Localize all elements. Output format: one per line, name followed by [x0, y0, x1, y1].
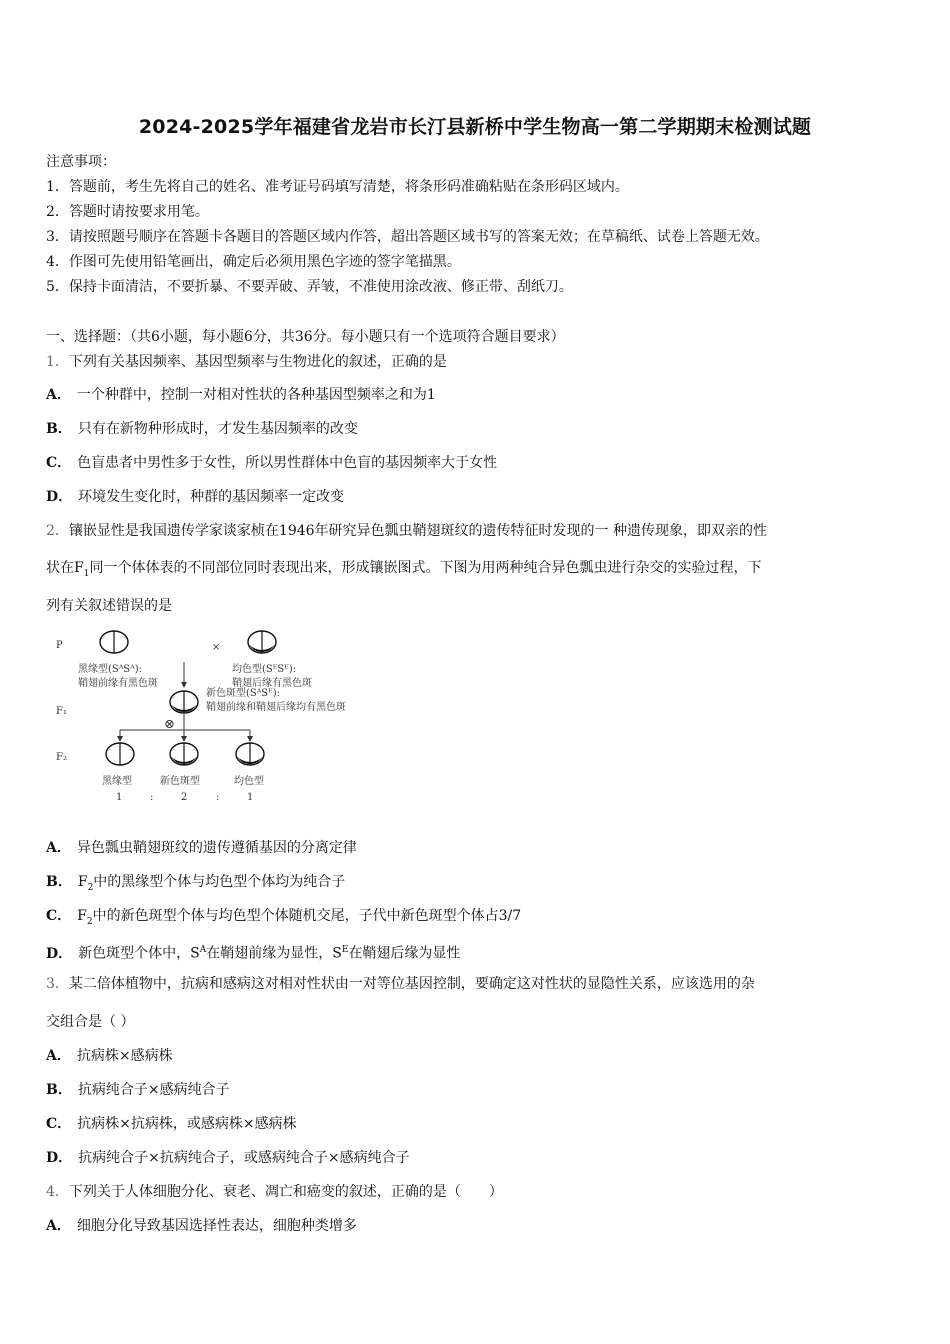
- q3-option-a[interactable]: [46, 1046, 173, 1066]
- ratio-value: 1: [116, 792, 123, 803]
- subscript: 1: [83, 568, 90, 579]
- even-color-label: 均色型(SᴱSᴱ):: [232, 664, 297, 675]
- question-2-stem-line-3: 列有关叙述错误的是: [46, 598, 172, 614]
- even-color-desc: 鞘翅后缘有黑色斑: [232, 678, 312, 689]
- question-text: 下列关于人体细胞分化、衰老、凋亡和癌变的叙述，正确的是（ ）: [68, 1184, 503, 1200]
- option-text: 环境发生变化时，种群的基因频率一定改变: [78, 489, 345, 505]
- f2-name: 黑缘型: [102, 776, 132, 787]
- black-edge-desc: 鞘翅前缘有黑色斑: [78, 678, 158, 689]
- black-edge-beetle-icon: [100, 631, 128, 653]
- option-letter: C．: [46, 455, 72, 471]
- q1-option-a[interactable]: [46, 385, 436, 405]
- black-edge-label: 黑缘型(SᴬSᴬ):: [78, 664, 142, 675]
- q2-option-d[interactable]: [46, 940, 460, 964]
- option-letter: D．: [46, 489, 73, 505]
- option-letter: B．: [46, 1082, 72, 1098]
- f2-black-edge-beetle-icon: [106, 743, 134, 765]
- ladybird-cross-diagram: [50, 626, 390, 806]
- new-pattern-desc: 鞘翅前缘和鞘翅后缘均有黑色斑: [206, 702, 346, 713]
- notice-item: 5．保持卡面清洁，不要折暴、不要弄破、弄皱，不准使用涂改液、修正带、刮纸刀。: [46, 279, 573, 295]
- question-1-stem: [46, 352, 447, 372]
- option-letter: D．: [46, 945, 73, 962]
- exam-title: 2024-2025学年福建省龙岩市长汀县新桥中学生物高一第二学期期末检测试题: [138, 116, 812, 138]
- q1-option-d[interactable]: [46, 487, 344, 507]
- option-text: F: [77, 908, 87, 924]
- question-2-stem-line-2: [46, 558, 761, 584]
- option-text: 只有在新物种形成时，才发生基因频率的改变: [77, 421, 358, 437]
- option-text: 在鞘翅后缘为显性: [348, 945, 461, 962]
- notice-item: 3．请按照题号顺序在答题卡各题目的答题区域内作答，超出答题区域书写的答案无效；在草稿纸、试卷上答题无效。: [46, 229, 769, 245]
- superscript: A: [199, 945, 207, 955]
- question-text: 下列有关基因频率、基因型频率与生物进化的叙述，正确的是: [68, 354, 447, 370]
- f2-name: 均色型: [234, 776, 264, 787]
- question-text: 状在F: [46, 560, 84, 576]
- notice-item: 2．答题时请按要求用笔。: [46, 204, 209, 220]
- option-letter: A．: [46, 1048, 71, 1064]
- section-heading: 一、选择题：（共6小题，每小题6分，共36分。每小题只有一个选项符合题目要求）: [46, 329, 565, 345]
- option-letter: B．: [46, 421, 72, 437]
- q2-option-c[interactable]: [46, 906, 521, 932]
- question-text: 镶嵌显性是我国遗传学家谈家桢在1946年研究异色瓢虫鞘翅斑纹的遗传特征时发现的一 种遗传现象，即双亲的性: [68, 523, 767, 539]
- option-letter: C．: [46, 908, 72, 924]
- question-number: 4．: [46, 1184, 69, 1200]
- q3-option-c[interactable]: [46, 1114, 297, 1134]
- new-pattern-beetle-icon: [170, 691, 198, 713]
- option-text: 细胞分化导致基因选择性表达，细胞种类增多: [76, 1218, 357, 1234]
- option-text: 色盲患者中男性多于女性，所以男性群体中色盲的基因频率大于女性: [77, 455, 498, 471]
- f2-even-color-beetle-icon: [236, 743, 264, 765]
- notice-item: 4．作图可先使用铅笔画出，确定后必须用黑色字迹的签字笔描黑。: [46, 254, 461, 270]
- new-pattern-label: 新色斑型(SᴬSᴱ):: [206, 688, 281, 699]
- q4-option-a[interactable]: [46, 1216, 357, 1236]
- cross-sign: ×: [212, 642, 221, 653]
- question-4-stem: [46, 1182, 503, 1202]
- ratio-separator: :: [216, 792, 220, 803]
- superscript: E: [341, 945, 349, 955]
- p-generation-label: P: [56, 640, 63, 651]
- subscript: 2: [86, 916, 93, 927]
- question-number: 2．: [46, 523, 69, 539]
- ratio-separator: :: [150, 792, 154, 803]
- question-3-stem-line-1: [46, 974, 755, 994]
- f2-new-pattern-beetle-icon: [170, 743, 198, 765]
- subscript: 2: [87, 882, 94, 893]
- option-letter: A．: [46, 1218, 71, 1234]
- q2-option-b[interactable]: [46, 872, 345, 898]
- q3-option-d[interactable]: [46, 1148, 410, 1168]
- option-letter: A．: [46, 387, 71, 403]
- ratio-value: 1: [247, 792, 254, 803]
- ratio-value: 2: [181, 792, 188, 803]
- question-text: 某二倍体植物中，抗病和感病这对相对性状由一对等位基因控制，要确定这对性状的显隐性关系，应该选用的杂: [68, 976, 755, 992]
- option-letter: C．: [46, 1116, 72, 1132]
- q1-option-b[interactable]: [46, 419, 358, 439]
- selfing-symbol: ⊗: [164, 717, 175, 732]
- option-text: 一个种群中，控制一对相对性状的各种基因型频率之和为1: [76, 387, 436, 403]
- question-number: 1．: [46, 354, 69, 370]
- question-text: 同一个体体表的不同部位同时表现出来，形成镶嵌图式。下图为用两种纯合异色瓢虫进行杂交的实验过程，下: [89, 560, 762, 576]
- q1-option-c[interactable]: [46, 453, 497, 473]
- option-text: 异色瓢虫鞘翅斑纹的遗传遵循基因的分离定律: [76, 840, 357, 856]
- option-text: 中的黑缘型个体与均色型个体均为纯合子: [93, 874, 346, 890]
- question-number: 3．: [46, 976, 69, 992]
- option-letter: B．: [46, 874, 72, 890]
- q2-option-a[interactable]: [46, 838, 357, 858]
- f1-generation-label: F₁: [56, 706, 67, 717]
- f2-generation-label: F₂: [56, 752, 67, 763]
- option-text: F: [77, 874, 88, 890]
- option-letter: D．: [46, 1150, 73, 1166]
- option-text: 抗病株×抗病株，或感病株×感病株: [77, 1116, 297, 1132]
- question-2-stem-line-1: [46, 521, 767, 541]
- option-text: 抗病株×感病株: [76, 1048, 173, 1064]
- notice-heading: 注意事项：: [46, 154, 116, 170]
- q3-option-b[interactable]: [46, 1080, 230, 1100]
- option-text: 在鞘翅前缘为显性，S: [206, 945, 342, 962]
- option-text: 抗病纯合子×抗病纯合子，或感病纯合子×感病纯合子: [78, 1150, 410, 1166]
- f2-name: 新色斑型: [160, 776, 200, 787]
- option-text: 中的新色斑型个体与均色型个体随机交尾，子代中新色斑型个体占3/7: [92, 908, 522, 924]
- even-color-beetle-icon: [248, 631, 276, 653]
- option-text: 新色斑型个体中，S: [78, 945, 200, 962]
- notice-item: 1．答题前，考生先将自己的姓名、准考证号码填写清楚，将条形码准确粘贴在条形码区域内。: [46, 179, 629, 195]
- option-text: 抗病纯合子×感病纯合子: [77, 1082, 230, 1098]
- option-letter: A．: [46, 840, 71, 856]
- question-3-stem-line-2: 交组合是（ ）: [46, 1014, 135, 1030]
